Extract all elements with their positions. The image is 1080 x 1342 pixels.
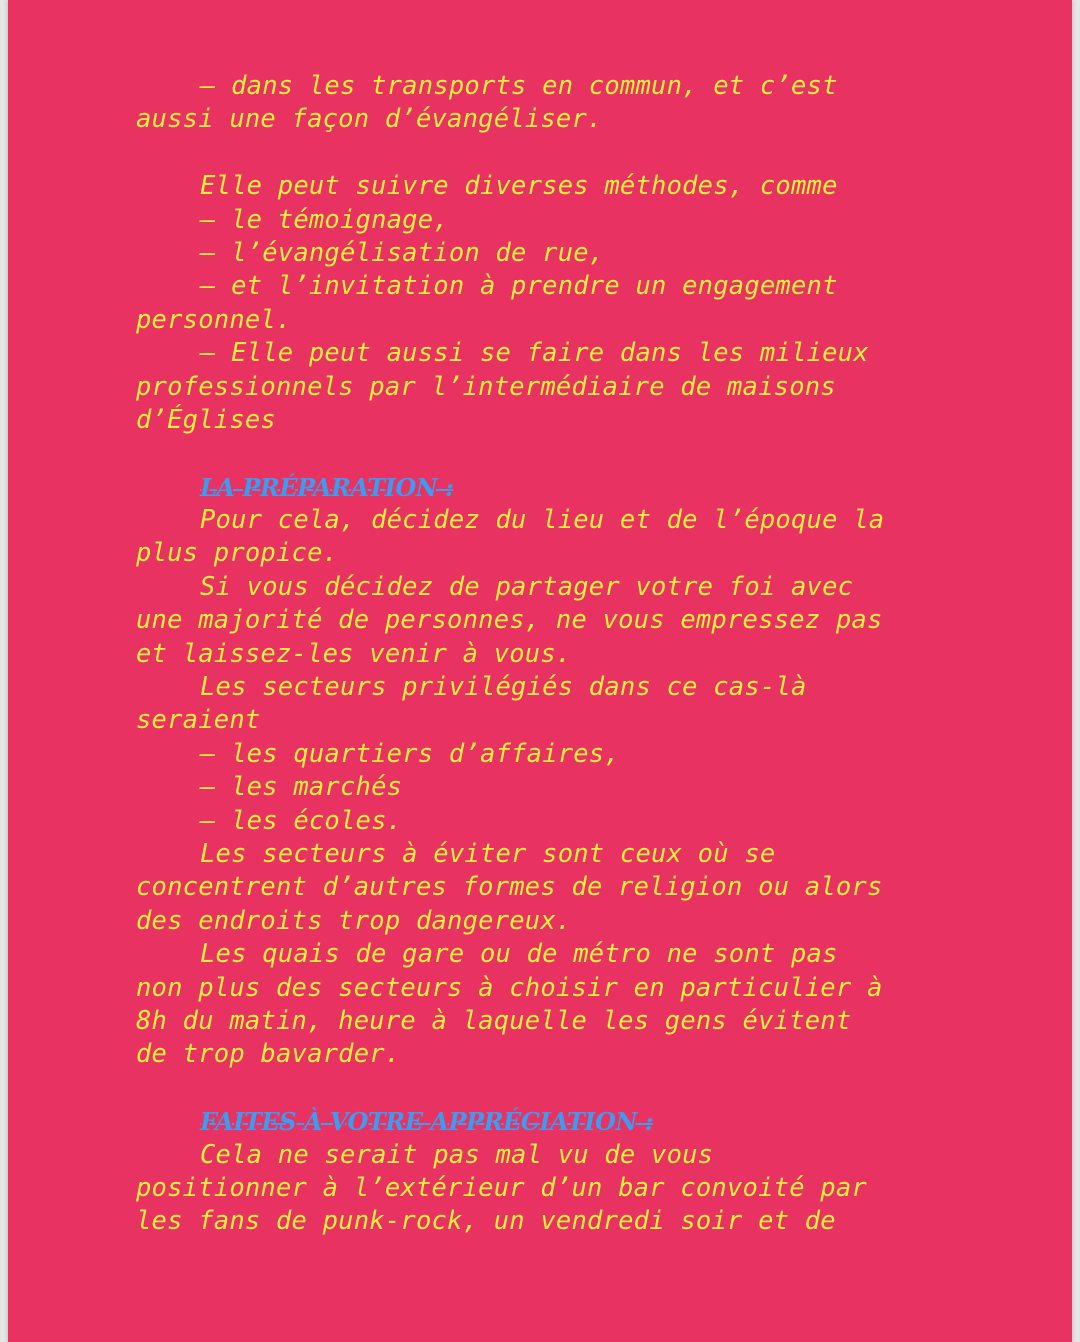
text-line: – le témoignage, (200, 204, 449, 235)
text-line: personnel. (136, 304, 292, 335)
text-line: 8h du matin, heure à laquelle les gens évitent (136, 1005, 852, 1036)
document-page (8, 0, 1072, 1342)
text-line: concentrent d’autres formes de religion ou alors (136, 872, 883, 903)
text-line: une majorité de personnes, ne vous empressez pas (136, 605, 883, 636)
text-line: Pour cela, décidez du lieu et de l’époque la (200, 505, 885, 536)
text-line: Les quais de gare ou de métro ne sont pas (200, 939, 838, 970)
text-line: d’Églises (136, 404, 276, 435)
text-line: Cela ne serait pas mal vu de vous (200, 1139, 714, 1170)
text-line: – les quartiers d’affaires, (200, 738, 620, 769)
text-line: – Elle peut aussi se faire dans les milieux (200, 338, 869, 369)
text-line: de trop bavarder. (136, 1039, 401, 1070)
text-line: seraient (136, 705, 261, 736)
document-body (136, 70, 966, 1239)
text-line: – les écoles. (200, 805, 403, 836)
paragraph-gap (136, 437, 966, 470)
text-line: des endroits trop dangereux. (136, 905, 572, 936)
text-line: et laissez-les venir à vous. (136, 638, 572, 669)
text-line: plus propice. (136, 538, 339, 569)
section-heading-preparation: LA PRÉPARATION : (200, 472, 454, 502)
text-line: – les marchés (200, 772, 403, 803)
paragraph-gap (136, 137, 966, 170)
text-line: professionnels par l’intermédiaire de maisons (136, 371, 836, 402)
text-line: positionner à l’extérieur d’un bar convoité par (136, 1172, 867, 1203)
text-line: – et l’invitation à prendre un engagement (200, 271, 838, 302)
section-heading-appreciation: FAITES À VOTRE APPRÉCIATION : (200, 1107, 654, 1137)
paragraph-gap (136, 1072, 966, 1105)
text-line: Elle peut suivre diverses méthodes, comme (200, 171, 838, 202)
text-line: aussi une façon d’évangéliser. (136, 104, 603, 135)
text-line: – l’évangélisation de rue, (200, 237, 605, 268)
text-line: Si vous décidez de partager votre foi avec (200, 571, 854, 602)
text-line: les fans de punk-rock, un vendredi soir et de (136, 1206, 836, 1237)
text-line: Les secteurs privilégiés dans ce cas-là (200, 672, 807, 703)
text-line: – dans les transports en commun, et c’est (200, 71, 838, 101)
text-line: non plus des secteurs à choisir en particulier à (136, 972, 883, 1003)
text-line: Les secteurs à éviter sont ceux où se (200, 838, 776, 869)
